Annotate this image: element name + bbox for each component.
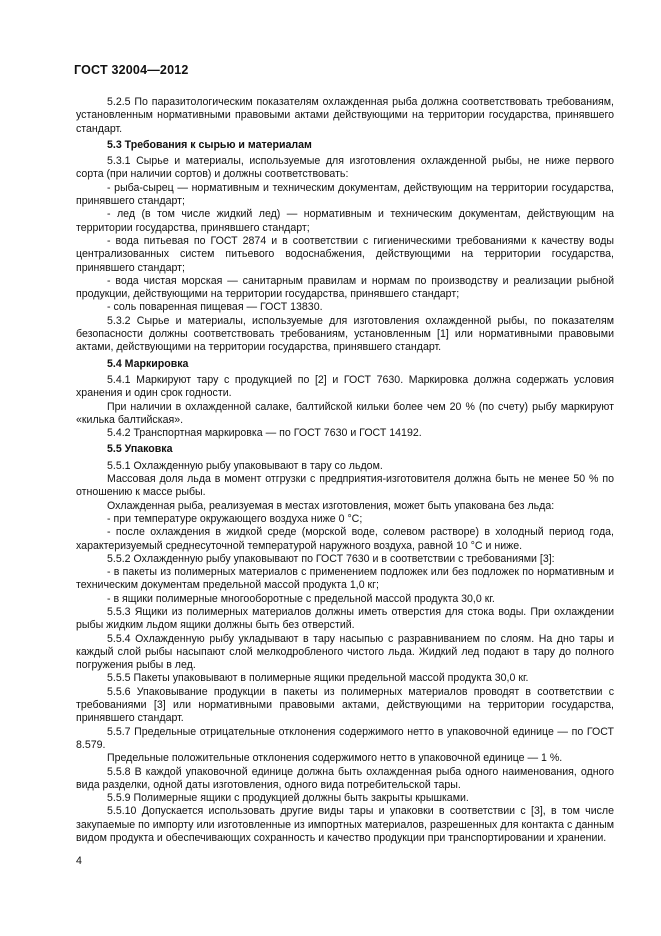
document-header-title: ГОСТ 32004—2012 [74, 63, 189, 77]
paragraph: - при температуре окружающего воздуха ниже 0 °С; [107, 512, 363, 525]
paragraph: - после охлаждения в жидкой среде (морской воде, солевом растворе) в холодный период года, характеризуемый среднесуточной температурой наружного воздуха, равной 10 °С и ниже. [76, 526, 614, 552]
paragraph: - в пакеты из полимерных материалов с применением подложек или без подложек по нормативным и техническим документам предельной массой продукта 1,0 кг; [76, 566, 614, 592]
paragraph: Предельные положительные отклонения содержимого нетто в упаковочной единице — 1 %. [107, 752, 563, 765]
paragraph: 5.3.1 Сырье и материалы, используемые для изготовления охлажденной рыбы, не ниже первого сорта (при наличии сортов) и должны соответствовать: [76, 155, 614, 181]
paragraph: - лед (в том числе жидкий лед) — нормативным и техническим документам, действующим на территории государства, принявшего стандарт; [76, 208, 614, 234]
paragraph: - вода питьевая по ГОСТ 2874 и в соответствии с гигиеническими требованиями к качеству воды централизованных систем питьевого водоснабжения, действующими на территории государства, принявшего стандарт; [76, 234, 614, 274]
paragraph: 5.5.6 Упаковывание продукции в пакеты из полимерных материалов проводят в соответствии с требованиями [3] или нормативными правовыми актами, действующими на территории государства, принявшего стандарт. [76, 685, 614, 725]
section-heading: 5.5 Упаковка [107, 443, 173, 456]
paragraph: 5.2.5 По паразитологическим показателям охлажденная рыба должна соответствовать требованиям, установленным нормативными правовыми актами действующими на территории государства, принявшего стандарт. [76, 96, 614, 135]
paragraph: 5.5.4 Охлажденную рыбу укладывают в тару насыпью с разравниванием по слоям. На дно тары и каждый слой рыбы насыпают слой мелкодробленого чистого льда. Жидкий лед подают в тару до полного погружения рыбы в лед. [76, 632, 614, 672]
paragraph: 5.5.7 Предельные отрицательные отклонения содержимого нетто в упаковочной единице — по ГОСТ 8.579. [76, 725, 614, 751]
paragraph: 5.5.1 Охлажденную рыбу упаковывают в тару со льдом. [107, 459, 383, 472]
paragraph: При наличии в охлажденной салаке, балтийской кильки более чем 20 % (по счету) рыбу маркируют «килька балтийская». [76, 400, 614, 426]
paragraph: 5.4.1 Маркируют тару с продукцией по [2] и ГОСТ 7630. Маркировка должна содержать условия хранения и один срок годности. [76, 373, 614, 400]
paragraph: 5.5.5 Пакеты упаковывают в полимерные ящики предельной массой продукта 30,0 кг. [107, 672, 529, 685]
paragraph: 5.4.2 Транспортная маркировка — по ГОСТ 7630 и ГОСТ 14192. [107, 427, 422, 440]
paragraph: 5.3.2 Сырье и материалы, используемые для изготовления охлажденной рыбы, по показателям безопасности должны соответствовать требованиям, установленным [1] или нормативными правовыми актами, действующими на территории государства, принявшего стандарт. [76, 314, 614, 354]
page-number: 4 [76, 855, 82, 867]
section-heading: 5.4 Маркировка [107, 357, 189, 370]
paragraph: 5.5.8 В каждой упаковочной единице должна быть охлажденная рыба одного наименования, одного вида разделки, одной даты изготовления, одного вида потребительской тары. [76, 765, 614, 791]
paragraph: 5.5.3 Ящики из полимерных материалов должны иметь отверстия для стока воды. При охлаждении рыбы жидким льдом ящики должны быть без отверстий. [76, 605, 614, 632]
paragraph: 5.5.10 Допускается использовать другие виды тары и упаковки в соответствии с [3], в том числе закупаемые по импорту или изготовленные из импортных материалов, разрешенных для контакта с данным видом продукта и обеспечивающих сохранность и качество продукции при транспортировании и хранении. [76, 805, 614, 845]
paragraph: 5.5.9 Полимерные ящики с продукцией должны быть закрыты крышками. [107, 792, 469, 805]
paragraph: Охлажденная рыба, реализуемая в местах изготовления, может быть упакована без льда: [107, 499, 555, 512]
paragraph: - соль поваренная пищевая — ГОСТ 13830. [107, 301, 323, 314]
paragraph: - вода чистая морская — санитарным правилам и нормам по производству и реализации рыбной продукции, действующими на территории государства, принявшего стандарт; [76, 274, 614, 301]
paragraph: - в ящики полимерные многооборотные с предельной массой продукта 30,0 кг. [107, 592, 495, 605]
paragraph: 5.5.2 Охлажденную рыбу упаковывают по ГОСТ 7630 и в соответствии с требованиями [3]: [107, 552, 555, 565]
document-body [76, 96, 614, 845]
paragraph: Массовая доля льда в момент отгрузки с предприятия-изготовителя должна быть не менее 50 % по отношению к массе рыбы. [76, 473, 614, 499]
section-heading: 5.3 Требования к сырью и материалам [107, 138, 312, 151]
paragraph: - рыба-сырец — нормативным и техническим документам, действующим на территории государства, принявшего стандарт; [76, 181, 614, 208]
